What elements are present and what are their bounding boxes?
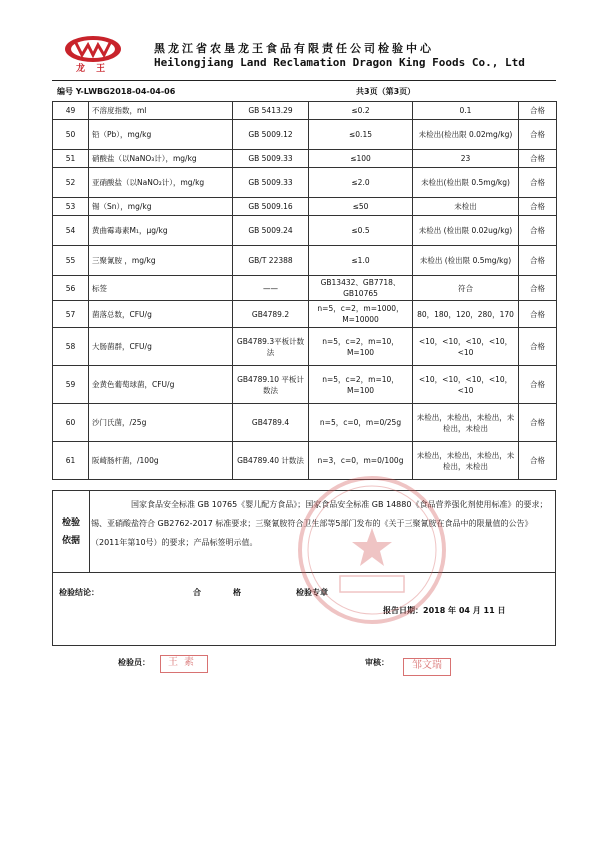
judgement: 合格 xyxy=(519,102,557,120)
test-result: 未检出，未检出，未检出，未检出，未检出 xyxy=(413,442,519,480)
results-table-body xyxy=(53,102,557,480)
report-date: 报告日期：2018 年 04 月 11 日 xyxy=(383,606,506,615)
row-number: 60 xyxy=(53,404,89,442)
standard-requirement: ≤100 xyxy=(309,150,413,168)
judgement: 合格 xyxy=(519,168,557,198)
table-row xyxy=(53,216,557,246)
test-method: —— xyxy=(233,276,309,301)
table-row xyxy=(53,366,557,404)
test-result: 符合 xyxy=(413,276,519,301)
table-row xyxy=(53,150,557,168)
row-number: 58 xyxy=(53,328,89,366)
standard-requirement: ≤0.2 xyxy=(309,102,413,120)
standard-requirement: ≤0.15 xyxy=(309,120,413,150)
row-number: 61 xyxy=(53,442,89,480)
item-name: 锡（Sn），mg/kg xyxy=(89,198,233,216)
results-table xyxy=(52,101,557,480)
item-name: 硝酸盐（以NaNO₃计），mg/kg xyxy=(89,150,233,168)
row-number: 55 xyxy=(53,246,89,276)
official-seal-stamp xyxy=(292,470,452,630)
table-row xyxy=(53,102,557,120)
standard-requirement: n=5，c=2，m=10，M=100 xyxy=(309,366,413,404)
test-result: 80，180，120，280，170 xyxy=(413,301,519,328)
table-row xyxy=(53,246,557,276)
test-method: GB4789.3平板计数法 xyxy=(233,328,309,366)
conclusion-label: 检验结论： xyxy=(59,588,99,597)
test-result: 未检出(检出限 0.5mg/kg) xyxy=(413,168,519,198)
reviewer-label: 审核： xyxy=(365,658,389,667)
page-info: 共3页（第3页） xyxy=(356,87,416,96)
letterhead xyxy=(62,30,562,80)
test-result: 未检出 (检出限 0.02ug/kg) xyxy=(413,216,519,246)
basis-divider xyxy=(89,491,90,572)
table-row xyxy=(53,404,557,442)
standard-requirement: n=5，c=0，m=0/25g xyxy=(309,404,413,442)
standard-requirement: ≤50 xyxy=(309,198,413,216)
table-row xyxy=(53,301,557,328)
judgement: 合格 xyxy=(519,198,557,216)
judgement: 合格 xyxy=(519,404,557,442)
item-name: 铅（Pb），mg/kg xyxy=(89,120,233,150)
standard-requirement: GB13432、GB7718、GB10765 xyxy=(309,276,413,301)
company-name-en: Heilongjiang Land Reclamation Dragon King Foods Co., Ltd xyxy=(154,56,525,69)
row-number: 51 xyxy=(53,150,89,168)
item-name: 金黄色葡萄球菌，CFU/g xyxy=(89,366,233,404)
judgement: 合格 xyxy=(519,276,557,301)
test-method: GB/T 22388 xyxy=(233,246,309,276)
test-method: GB 5009.12 xyxy=(233,120,309,150)
judgement: 合格 xyxy=(519,301,557,328)
document-number: 编号 Y-LWBG2018-04-04-06 xyxy=(57,87,176,96)
test-method: GB 5009.33 xyxy=(233,168,309,198)
judgement: 合格 xyxy=(519,366,557,404)
test-method: GB 5009.33 xyxy=(233,150,309,168)
judgement: 合格 xyxy=(519,216,557,246)
company-name-cn: 黑龙江省农垦龙王食品有限责任公司检验中心 xyxy=(154,42,434,55)
test-result: 23 xyxy=(413,150,519,168)
test-method: GB4789.10 平板计数法 xyxy=(233,366,309,404)
item-name: 三聚氰胺 ，mg/kg xyxy=(89,246,233,276)
inspector-signature-stamp: 王素 xyxy=(160,655,208,673)
judgement: 合格 xyxy=(519,442,557,480)
item-name: 亚硝酸盐（以NaNO₂计），mg/kg xyxy=(89,168,233,198)
test-method: GB 5009.16 xyxy=(233,198,309,216)
item-name: 不溶度指数，ml xyxy=(89,102,233,120)
row-number: 56 xyxy=(53,276,89,301)
inspector-label: 检验员： xyxy=(118,658,150,667)
standard-requirement: ≤0.5 xyxy=(309,216,413,246)
basis-label: 检验依据 xyxy=(61,517,80,546)
test-result: 未检出(检出限 0.02mg/kg) xyxy=(413,120,519,150)
test-method: GB4789.4 xyxy=(233,404,309,442)
test-result: 未检出 xyxy=(413,198,519,216)
standard-requirement: ≤2.0 xyxy=(309,168,413,198)
basis-text: 国家食品安全标准 GB 10765《婴儿配方食品》；国家食品安全标准 GB 14880《食品营养强化剂使用标准》的要求；锡、亚硝酸盐符合 GB2762-2017 标准要求；三聚氰胺符合卫生部等5部门发布的《关于三聚氰胺在食品中的限量值的公告》（2011年第10号）的要求；产品标签明示值。 xyxy=(91,500,548,547)
row-number: 49 xyxy=(53,102,89,120)
standard-requirement: n=5，c=2，m=10，M=100 xyxy=(309,328,413,366)
row-number: 59 xyxy=(53,366,89,404)
conclusion-value-2: 格 xyxy=(233,588,241,597)
judgement: 合格 xyxy=(519,328,557,366)
test-method: GB4789.2 xyxy=(233,301,309,328)
item-name: 阪崎肠杆菌，/100g xyxy=(89,442,233,480)
judgement: 合格 xyxy=(519,120,557,150)
test-method: GB 5413.29 xyxy=(233,102,309,120)
table-row xyxy=(53,328,557,366)
header-divider xyxy=(52,80,556,81)
test-method: GB4789.40 计数法 xyxy=(233,442,309,480)
test-method: GB 5009.24 xyxy=(233,216,309,246)
table-row xyxy=(53,276,557,301)
test-result: 0.1 xyxy=(413,102,519,120)
item-name: 标签 xyxy=(89,276,233,301)
item-name: 沙门氏菌，/25g xyxy=(89,404,233,442)
row-number: 50 xyxy=(53,120,89,150)
test-result: 未检出，未检出，未检出，未检出，未检出 xyxy=(413,404,519,442)
judgement: 合格 xyxy=(519,246,557,276)
row-number: 57 xyxy=(53,301,89,328)
test-result: <10，<10，<10，<10，<10 xyxy=(413,366,519,404)
test-result: <10，<10，<10，<10，<10 xyxy=(413,328,519,366)
standard-requirement: n=3，c=0，m=0/100g xyxy=(309,442,413,480)
standard-requirement: n=5，c=2，m=1000，M=10000 xyxy=(309,301,413,328)
row-number: 54 xyxy=(53,216,89,246)
logo-caption: 龙 王 xyxy=(76,64,110,74)
seal-label: 检验专章 xyxy=(296,588,328,597)
item-name: 大肠菌群，CFU/g xyxy=(89,328,233,366)
reviewer-signature-stamp: 邹文瑞 xyxy=(403,658,451,676)
standard-requirement: ≤1.0 xyxy=(309,246,413,276)
table-row xyxy=(53,198,557,216)
item-name: 黄曲霉毒素M₁，μg/kg xyxy=(89,216,233,246)
table-row xyxy=(53,120,557,150)
item-name: 菌落总数，CFU/g xyxy=(89,301,233,328)
test-result: 未检出 (检出限 0.5mg/kg) xyxy=(413,246,519,276)
row-number: 53 xyxy=(53,198,89,216)
table-row xyxy=(53,168,557,198)
row-number: 52 xyxy=(53,168,89,198)
judgement: 合格 xyxy=(519,150,557,168)
conclusion-value-1: 合 xyxy=(193,588,201,597)
